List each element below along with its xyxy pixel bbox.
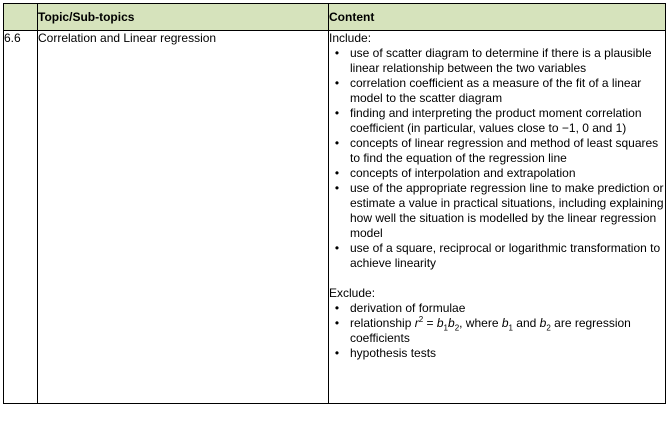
bullet-icon: • — [334, 316, 340, 330]
header-content: Content — [329, 4, 666, 31]
topic-number: 6.6 — [4, 31, 38, 404]
list-item: • concepts of interpolation and extrapolation — [329, 166, 665, 181]
bullet-icon: • — [334, 46, 340, 60]
bullet-icon: • — [334, 136, 340, 150]
bullet-icon: • — [334, 106, 340, 120]
bullet-icon: • — [334, 166, 340, 180]
list-item: • derivation of formulae — [329, 301, 665, 316]
exclude-list — [329, 301, 665, 361]
exclude-heading: Exclude: — [329, 286, 376, 300]
list-item: • use of the appropriate regression line to make prediction or estimate a value in practical situations, including explaining how well the situation is modelled by the linear regression model — [329, 181, 665, 241]
header-row — [4, 4, 666, 31]
list-item: • use of scatter diagram to determine if there is a plausible linear relationship between the two variables — [329, 46, 665, 76]
bullet-icon: • — [334, 301, 340, 315]
content-cell — [329, 31, 666, 404]
bullet-icon: • — [334, 181, 340, 195]
syllabus-table — [3, 3, 666, 404]
header-number-cell — [4, 4, 38, 31]
include-heading: Include: — [329, 31, 372, 45]
bullet-icon: • — [334, 76, 340, 90]
list-item — [329, 316, 665, 346]
section-spacer — [329, 271, 665, 286]
bullet-icon: • — [334, 346, 340, 360]
include-list — [329, 46, 665, 271]
list-item: • correlation coefficient as a measure of the fit of a linear model to the scatter diagram — [329, 76, 665, 106]
bullet-icon: • — [334, 241, 340, 255]
list-item: • finding and interpreting the product moment correlation coefficient (in particular, values close to −1, 0 and 1) — [329, 106, 665, 136]
relationship-text: relationship $r^2 = b_1b_2$, where $b_1$ and $b_2$ are regression coefficients — [350, 315, 631, 345]
topic-title: Correlation and Linear regression — [38, 31, 329, 404]
table-row — [4, 31, 666, 404]
list-item: • hypothesis tests — [329, 346, 665, 361]
list-item: • use of a square, reciprocal or logarithmic transformation to achieve linearity — [329, 241, 665, 271]
list-item: • concepts of linear regression and method of least squares to find the equation of the regression line — [329, 136, 665, 166]
header-topic: Topic/Sub-topics — [38, 4, 329, 31]
